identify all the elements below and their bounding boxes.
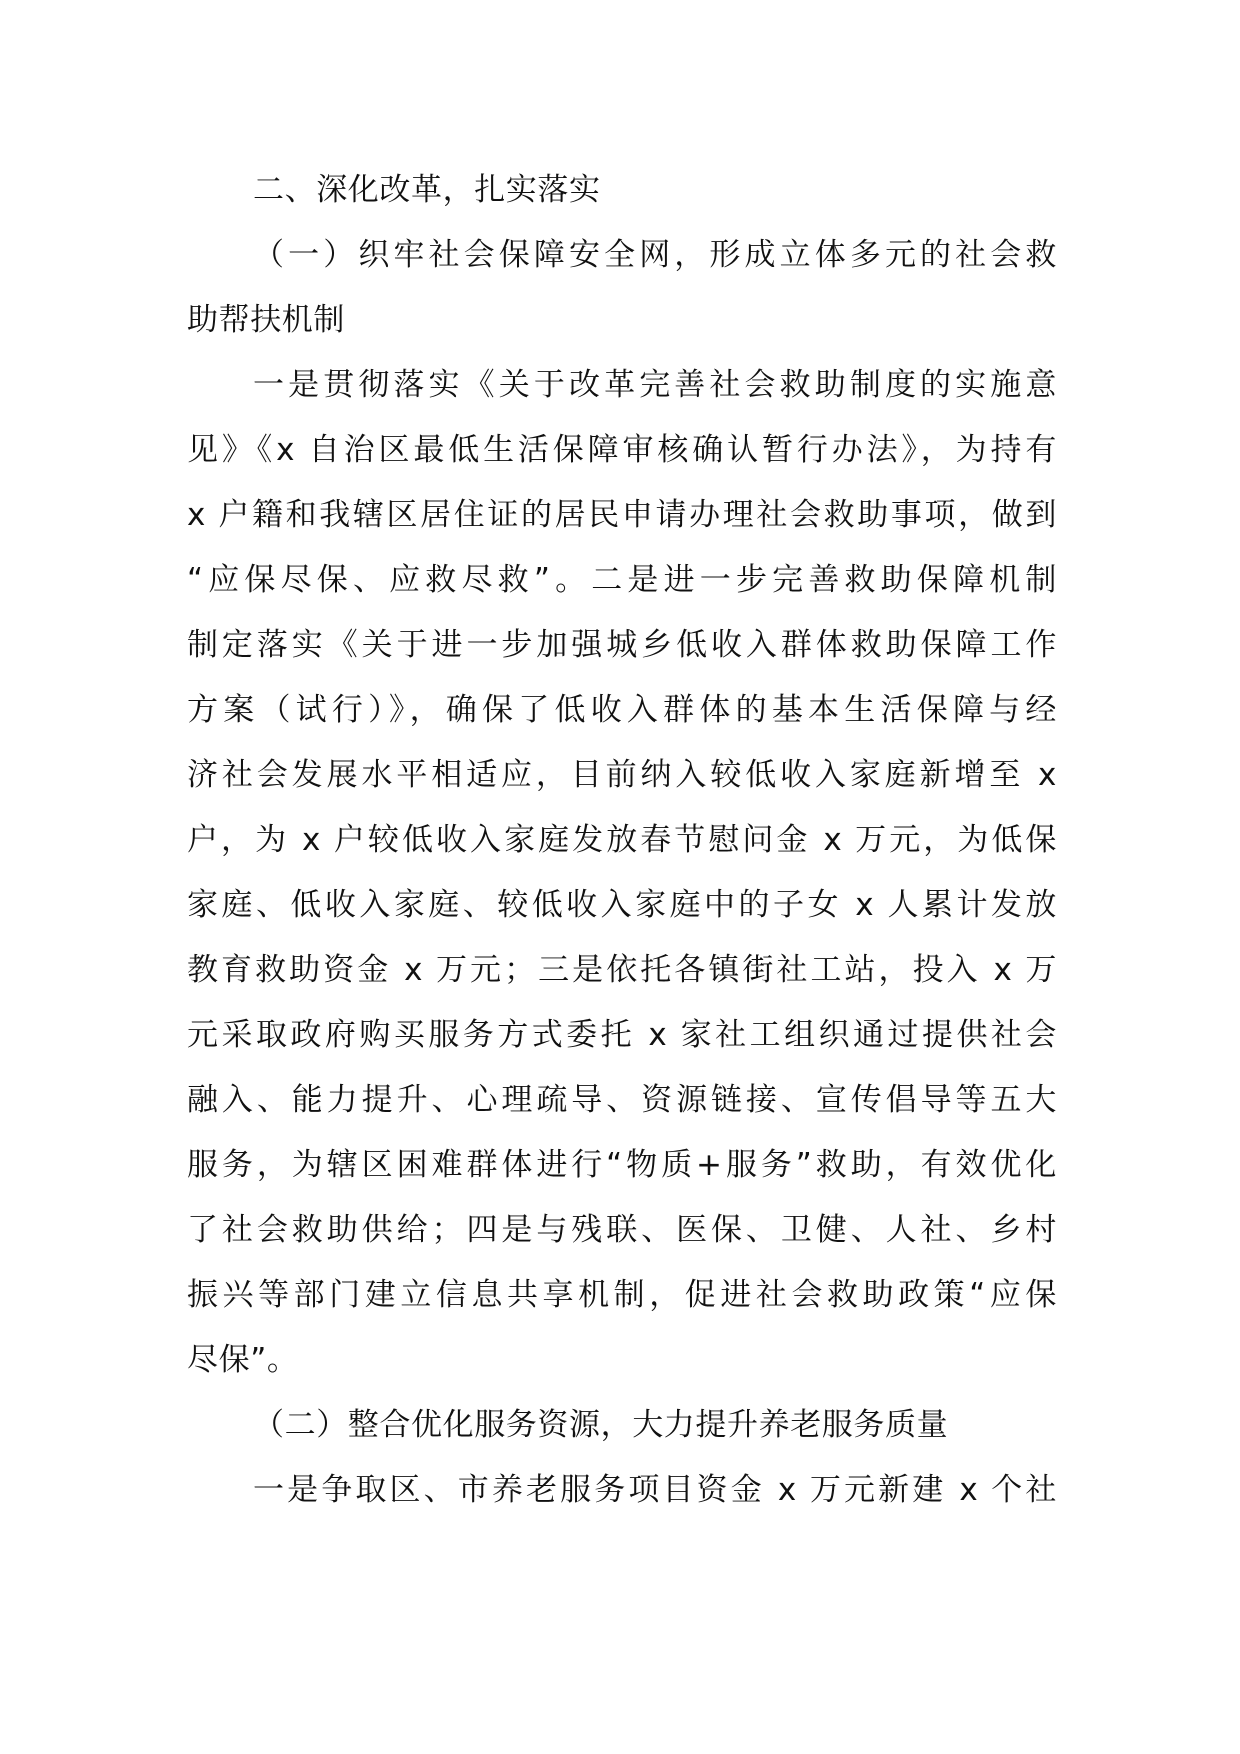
paragraph-line: 了社会救助供给；四是与残联、医保、卫健、人社、乡村 <box>187 1212 1057 1248</box>
subsection-heading: （一）织牢社会保障安全网，形成立体多元的社会救 <box>253 237 1057 273</box>
paragraph-line: 济社会发展水平相适应，目前纳入较低收入家庭新增至 x <box>187 757 1057 793</box>
paragraph-line: x 户籍和我辖区居住证的居民申请办理社会救助事项，做到 <box>187 497 1057 533</box>
paragraph-line: “应保尽保、应救尽救”。二是进一步完善救助保障机制 <box>187 562 1057 598</box>
paragraph-line: 元采取政府购买服务方式委托 x 家社工组织通过提供社会 <box>187 1017 1057 1053</box>
subsection-heading-continued: 助帮扶机制 <box>187 302 345 338</box>
document-body <box>187 158 1057 1523</box>
paragraph-line: 服务，为辖区困难群体进行“物质+服务”救助，有效优化 <box>187 1147 1057 1183</box>
paragraph-line: 振兴等部门建立信息共享机制，促进社会救助政策“应保 <box>187 1277 1057 1313</box>
paragraph-line: 一是贯彻落实《关于改革完善社会救助制度的实施意 <box>253 367 1057 403</box>
paragraph-line: 一是争取区、市养老服务项目资金 x 万元新建 x 个社 <box>253 1472 1057 1508</box>
section-heading: 二、深化改革，扎实落实 <box>253 172 601 208</box>
paragraph-line-end: 尽保”。 <box>187 1342 299 1378</box>
paragraph-line: 方案（试行）》，确保了低收入群体的基本生活保障与经 <box>187 692 1057 728</box>
subsection-heading: （二）整合优化服务资源，大力提升养老服务质量 <box>253 1407 949 1443</box>
paragraph-line: 制定落实《关于进一步加强城乡低收入群体救助保障工作 <box>187 627 1057 663</box>
paragraph-line: 家庭、低收入家庭、较低收入家庭中的子女 x 人累计发放 <box>187 887 1057 923</box>
paragraph-line: 教育救助资金 x 万元；三是依托各镇街社工站，投入 x 万 <box>187 952 1057 988</box>
paragraph-line: 户，为 x 户较低收入家庭发放春节慰问金 x 万元，为低保 <box>187 822 1057 858</box>
paragraph-line: 融入、能力提升、心理疏导、资源链接、宣传倡导等五大 <box>187 1082 1057 1118</box>
paragraph-line: 见》《x 自治区最低生活保障审核确认暂行办法》，为持有 <box>187 432 1057 468</box>
